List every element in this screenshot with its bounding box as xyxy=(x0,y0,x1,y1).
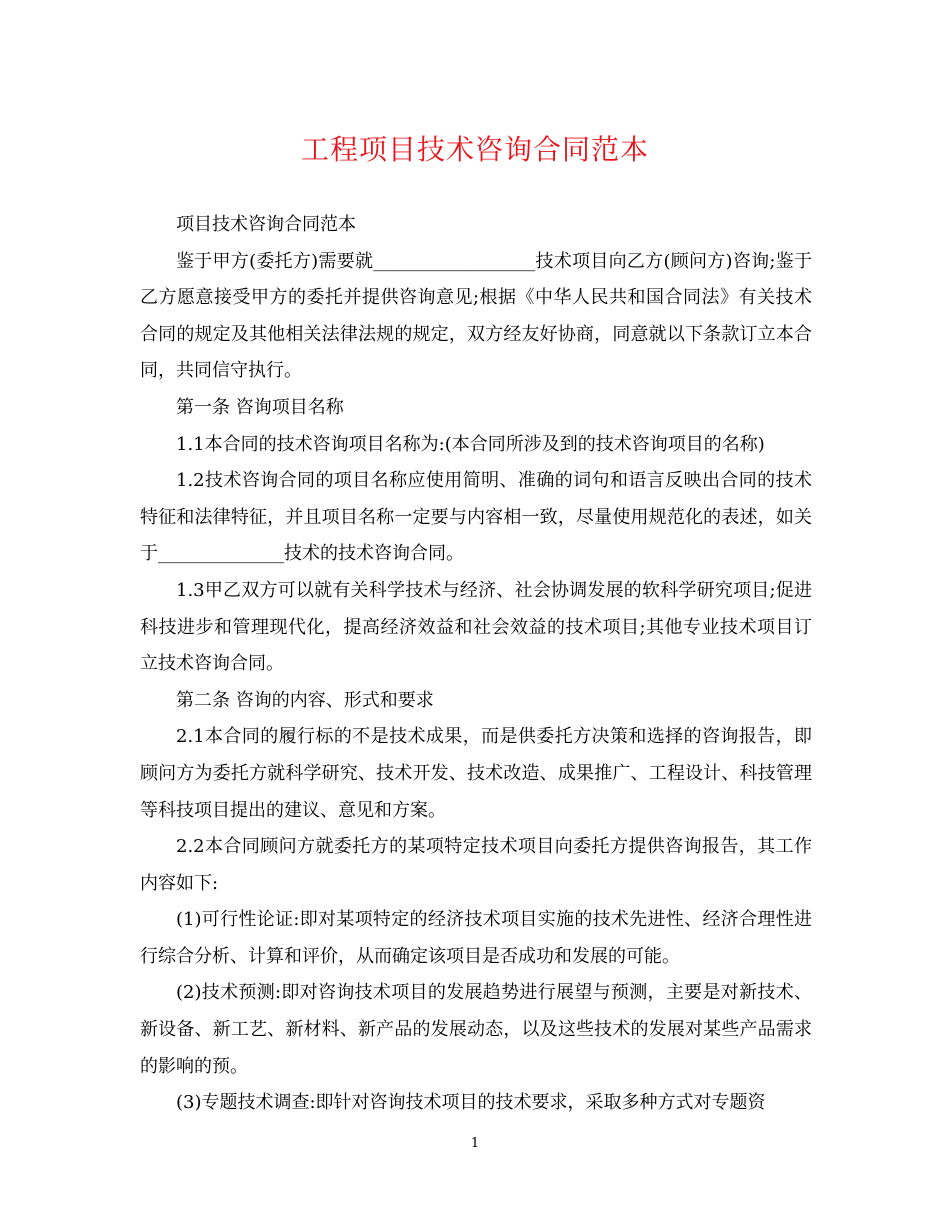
document-title: 工程项目技术咨询合同范本 xyxy=(300,133,649,166)
subtitle-paragraph: 项目技术咨询合同范本 xyxy=(176,214,356,235)
clause-1-2: 1.2技术咨询合同的项目名称应使用简明、准确的词句和语言反映出合同的技术特征和法律特征，并且项目名称一定要与内容相一致，尽量使用规范化的表述，如关于______________技术的技术咨询合同。 xyxy=(140,470,812,565)
preamble-paragraph: 鉴于甲方(委托方)需要就__________________技术项目向乙方(顾问方)咨询;鉴于乙方愿意接受甲方的委托并提供咨询意见;根据《中华人民共和国合同法》有关技术合同的规定及其他相关法律法规的规定，双方经友好协商，同意就以下条款订立本合同，共同信守执行。 xyxy=(140,250,812,382)
page-number: 1 xyxy=(470,1136,480,1151)
clause-2-1: 2.1本合同的履行标的不是技术成果，而是供委托方决策和选择的咨询报告，即顾问方为委托方就科学研究、技术开发、技术改造、成果推广、工程设计、科技管理等科技项目提出的建议、意见和方案。 xyxy=(140,726,812,821)
clause-1-1: 1.1本合同的技术咨询项目名称为:(本合同所涉及到的技术咨询项目的名称) xyxy=(176,433,765,455)
clause-1-3: 1.3甲乙双方可以就有关科学技术与经济、社会协调发展的软科学研究项目;促进科技进步和管理现代化，提高经济效益和社会效益的技术项目;其他专业技术项目订立技术咨询合同。 xyxy=(140,579,812,675)
clause-2-2: 2.2本合同顾问方就委托方的某项特定技术项目向委托方提供咨询报告，其工作内容如下: xyxy=(140,836,812,894)
item-feasibility: (1)可行性论证:即对某项特定的经济技术项目实施的技术先进性、经济合理性进行综合分析、计算和评价，从而确定该项目是否成功和发展的可能。 xyxy=(140,909,812,967)
item-forecast: (2)技术预测:即对咨询技术项目的发展趋势进行展望与预测，主要是对新技术、新设备、新工艺、新材料、新产品的发展动态，以及这些技术的发展对某些产品需求的影响的预。 xyxy=(140,982,812,1077)
article-2-heading: 第二条 咨询的内容、形式和要求 xyxy=(176,689,434,711)
item-survey: (3)专题技术调查:即针对咨询技术项目的技术要求，采取多种方式对专题资 xyxy=(176,1092,766,1114)
article-1-heading: 第一条 咨询项目名称 xyxy=(176,396,344,418)
document-body xyxy=(140,207,812,1122)
